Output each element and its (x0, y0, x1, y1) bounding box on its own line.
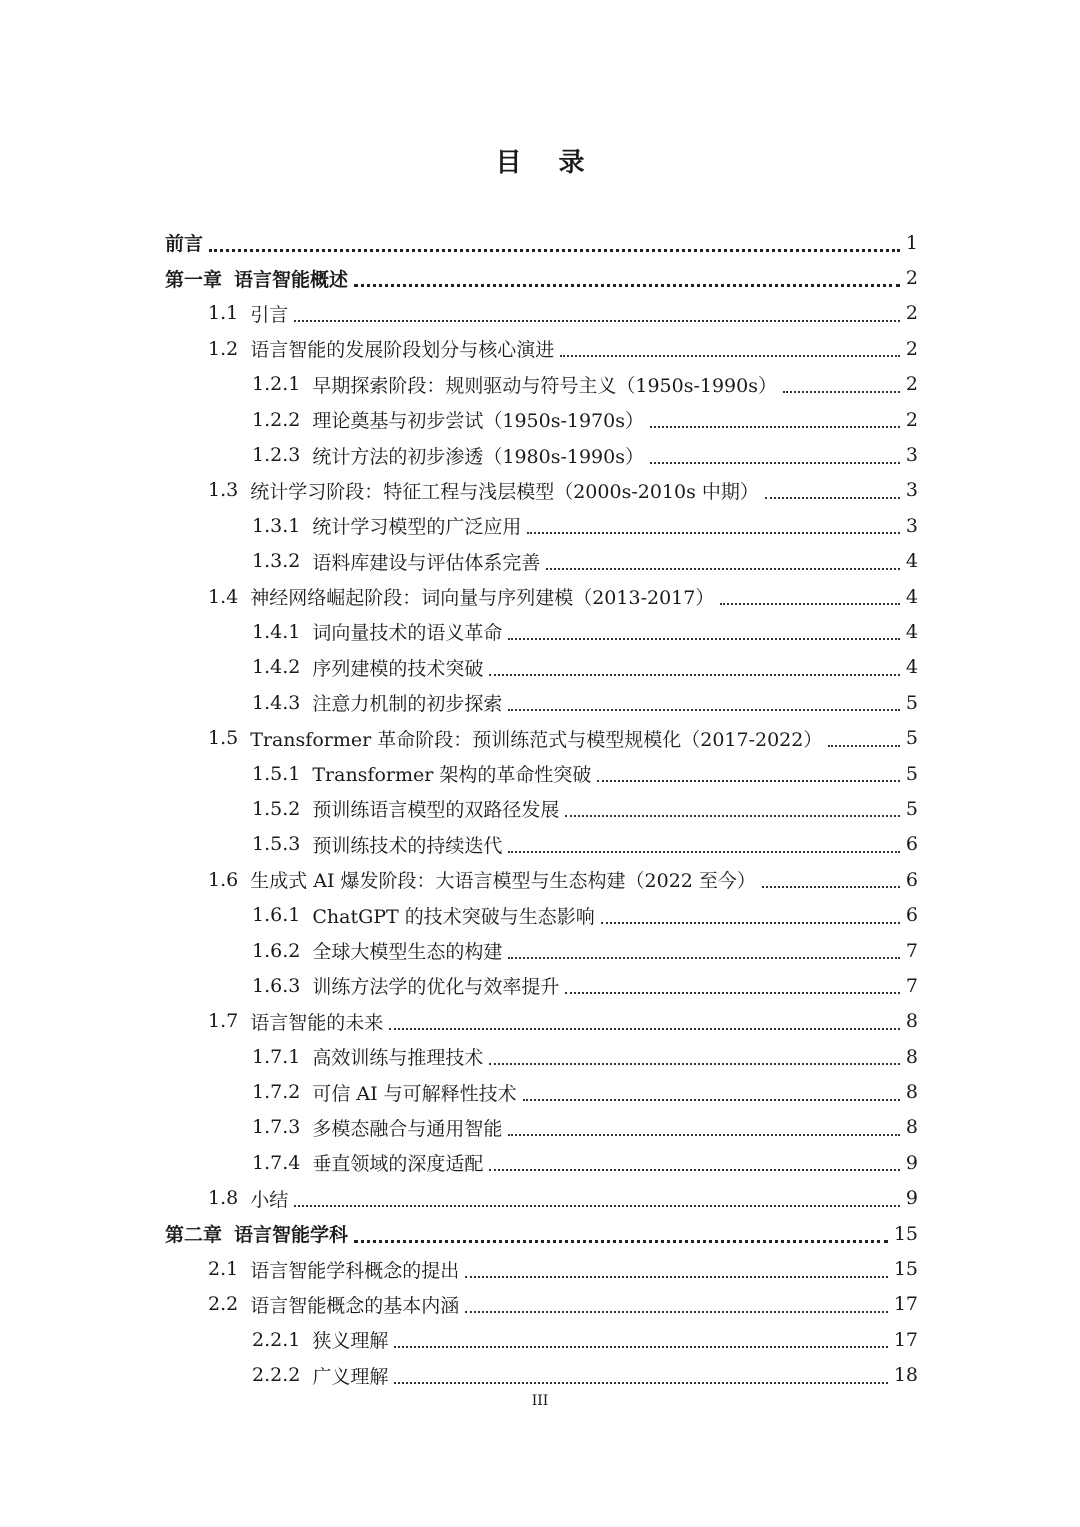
toc-entry-number: 1.5.1 (252, 762, 301, 785)
toc-dot-leader (465, 1310, 888, 1313)
toc-entry-number: 1.4.3 (252, 691, 301, 714)
toc-entry-number: 1.6.2 (252, 939, 301, 962)
toc-entry-number: 1.5 (208, 727, 239, 750)
toc-entry-page: 9 (905, 1187, 918, 1210)
toc-entry-page: 3 (905, 479, 918, 502)
toc-entry-page: 5 (905, 762, 918, 785)
toc-entry-number: 1.3.1 (252, 514, 301, 537)
toc-entry[interactable] (165, 1287, 918, 1322)
toc-dot-leader (394, 1345, 887, 1348)
toc-entry[interactable] (165, 1145, 918, 1180)
toc-entry-page: 15 (893, 1258, 918, 1281)
toc-entry[interactable] (165, 1181, 918, 1216)
toc-entry-page: 17 (893, 1293, 918, 1316)
toc-dot-leader (597, 779, 900, 782)
toc-dot-leader (828, 744, 900, 747)
toc-entry-number: 1.2.3 (252, 444, 301, 467)
toc-entry-page: 18 (893, 1364, 918, 1387)
toc-dot-leader (489, 1168, 900, 1171)
toc-entry-page: 2 (905, 267, 918, 290)
toc-entry-title: 引言 (250, 303, 289, 326)
toc-entry[interactable] (165, 933, 918, 968)
toc-dot-leader (489, 1062, 900, 1065)
toc-entry-title: 语言智能概述 (234, 268, 349, 291)
toc-entry-number: 1.7.4 (252, 1151, 301, 1174)
toc-dot-leader (508, 637, 900, 640)
toc-dot-leader (389, 1027, 900, 1030)
toc-entry[interactable] (165, 1074, 918, 1109)
toc-entry-page: 1 (905, 231, 918, 254)
toc-dot-leader (489, 673, 900, 676)
toc-dot-leader (527, 531, 900, 534)
toc-entry[interactable] (165, 1322, 918, 1357)
toc-entry-number: 1.7 (208, 1010, 239, 1033)
toc-entry-title: 语言智能的未来 (250, 1011, 384, 1034)
toc-dot-leader (294, 1204, 900, 1207)
toc-entry-title: 垂直领域的深度适配 (312, 1153, 484, 1176)
toc-entry-title: 统计学习模型的广泛应用 (312, 516, 522, 539)
toc-entry-page: 4 (905, 550, 918, 573)
toc-entry-title: Transformer 架构的革命性突破 (312, 764, 592, 787)
toc-entry-page: 6 (905, 868, 918, 891)
toc-entry-page: 15 (893, 1222, 918, 1245)
toc-entry[interactable] (165, 1110, 918, 1145)
toc-entry-title: 早期探索阶段：规则驱动与符号主义（1950s-1990s） (312, 374, 777, 397)
toc-entry-page: 4 (905, 656, 918, 679)
toc-dot-leader (465, 1275, 888, 1278)
toc-dot-leader (565, 814, 900, 817)
toc-entry-number: 1.4.1 (252, 620, 301, 643)
toc-dot-leader (650, 461, 900, 464)
toc-entry[interactable] (165, 437, 918, 472)
toc-entry-number: 1.1 (208, 302, 239, 325)
toc-dot-leader (565, 991, 900, 994)
toc-entry-number: 第二章 (165, 1224, 223, 1247)
toc-entry-number: 1.2.2 (252, 408, 301, 431)
toc-entry-number: 1.3 (208, 479, 239, 502)
toc-entry-page: 2 (905, 337, 918, 360)
toc-entry-page: 4 (905, 585, 918, 608)
toc-dot-leader (508, 850, 900, 853)
toc-entry-title: Transformer 革命阶段：预训练范式与模型规模化（2017-2022） (250, 728, 823, 751)
toc-dot-leader (762, 885, 900, 888)
toc-entry-page: 5 (905, 691, 918, 714)
toc-entry[interactable] (165, 579, 918, 614)
page-title: 目 录 (495, 148, 599, 178)
toc-dot-leader (354, 1239, 888, 1243)
toc-entry-page: 17 (893, 1328, 918, 1351)
toc-entry-title: 语言智能概念的基本内涵 (250, 1294, 460, 1317)
toc-dot-leader (508, 708, 900, 711)
toc-entry-number: 1.5.3 (252, 833, 301, 856)
toc-dot-leader (508, 1133, 900, 1136)
toc-dot-leader (354, 283, 900, 287)
toc-entry[interactable] (165, 862, 918, 897)
toc-entry[interactable] (165, 1039, 918, 1074)
toc-entry-title: 狭义理解 (312, 1330, 389, 1353)
toc-entry[interactable] (165, 225, 918, 260)
toc-entry[interactable] (165, 1358, 918, 1393)
toc-dot-leader (783, 390, 900, 393)
toc-entry-title: 语料库建设与评估体系完善 (312, 551, 541, 574)
toc-entry-title: 预训练语言模型的双路径发展 (312, 799, 560, 822)
toc-dot-leader (601, 921, 900, 924)
toc-dot-leader (765, 496, 900, 499)
toc-dot-leader (523, 1098, 900, 1101)
toc-entry-number: 2.2.1 (252, 1328, 301, 1351)
toc-entry-title: 小结 (250, 1188, 289, 1211)
toc-entry-page: 7 (905, 974, 918, 997)
toc-entry-page: 3 (905, 514, 918, 537)
toc-entry-page: 9 (905, 1151, 918, 1174)
toc-entry-number: 1.2 (208, 337, 239, 360)
toc-entry[interactable] (165, 508, 918, 543)
toc-entry-title: 语言智能学科 (234, 1224, 349, 1247)
toc-entry[interactable] (165, 897, 918, 932)
toc-entry-title: 生成式 AI 爆发阶段：大语言模型与生态构建（2022 至今） (250, 870, 756, 893)
toc-entry-title: 神经网络崛起阶段：词向量与序列建模（2013-2017） (250, 587, 715, 610)
toc-entry[interactable] (165, 650, 918, 685)
toc-entry-page: 2 (905, 302, 918, 325)
toc-dot-leader (508, 956, 900, 959)
toc-entry[interactable] (165, 827, 918, 862)
toc-entry-title: 统计学习阶段：特征工程与浅层模型（2000s-2010s 中期） (250, 480, 759, 503)
toc-entry-title: 前言 (165, 233, 204, 256)
table-of-contents (165, 225, 918, 1393)
toc-entry-page: 8 (905, 1081, 918, 1104)
toc-entry-page: 4 (905, 620, 918, 643)
toc-entry[interactable] (165, 331, 918, 366)
toc-dot-leader (720, 602, 900, 605)
toc-entry-number: 1.6 (208, 868, 239, 891)
toc-entry-page: 2 (905, 408, 918, 431)
toc-dot-leader (560, 354, 900, 357)
toc-entry[interactable] (165, 720, 918, 755)
toc-entry[interactable] (165, 367, 918, 402)
toc-dot-leader (650, 425, 900, 428)
toc-entry-number: 1.6.3 (252, 974, 301, 997)
toc-entry-number: 2.2.2 (252, 1364, 301, 1387)
toc-dot-leader (209, 248, 900, 252)
toc-entry-title: ChatGPT 的技术突破与生态影响 (312, 905, 595, 928)
toc-entry[interactable] (165, 685, 918, 720)
toc-entry-page: 5 (905, 727, 918, 750)
toc-entry-number: 1.7.2 (252, 1081, 301, 1104)
toc-entry-title: 序列建模的技术突破 (312, 657, 484, 680)
toc-entry-title: 广义理解 (312, 1365, 389, 1388)
toc-entry-page: 8 (905, 1045, 918, 1068)
toc-entry-page: 3 (905, 444, 918, 467)
toc-entry-page: 8 (905, 1010, 918, 1033)
toc-entry-title: 理论奠基与初步尝试（1950s-1970s） (312, 410, 644, 433)
toc-entry-title: 词向量技术的语义革命 (312, 622, 503, 645)
toc-entry-title: 预训练技术的持续迭代 (312, 834, 503, 857)
toc-dot-leader (294, 319, 900, 322)
toc-dot-leader (546, 567, 900, 570)
toc-entry-page: 8 (905, 1116, 918, 1139)
toc-entry-number: 1.3.2 (252, 550, 301, 573)
toc-entry-number: 1.7.3 (252, 1116, 301, 1139)
toc-entry[interactable] (165, 544, 918, 579)
toc-entry-number: 1.6.1 (252, 904, 301, 927)
toc-entry-page: 6 (905, 904, 918, 927)
toc-entry-number: 1.5.2 (252, 797, 301, 820)
toc-entry-number: 1.2.1 (252, 373, 301, 396)
toc-entry-page: 5 (905, 797, 918, 820)
toc-entry[interactable] (165, 968, 918, 1003)
toc-entry-number: 1.4 (208, 585, 239, 608)
toc-entry[interactable] (165, 473, 918, 508)
toc-entry-title: 训练方法学的优化与效率提升 (312, 976, 560, 999)
toc-entry-number: 1.8 (208, 1187, 239, 1210)
toc-entry-number: 2.2 (208, 1293, 239, 1316)
toc-entry[interactable] (165, 260, 918, 295)
toc-entry[interactable] (165, 1004, 918, 1039)
toc-entry[interactable] (165, 791, 918, 826)
toc-entry-title: 语言智能学科概念的提出 (250, 1259, 460, 1282)
toc-entry-number: 2.1 (208, 1258, 239, 1281)
toc-entry-number: 1.7.1 (252, 1045, 301, 1068)
toc-entry-title: 高效训练与推理技术 (312, 1047, 484, 1070)
toc-entry[interactable] (165, 756, 918, 791)
toc-entry-title: 统计方法的初步渗透（1980s-1990s） (312, 445, 644, 468)
toc-entry-page: 6 (905, 833, 918, 856)
toc-entry[interactable] (165, 402, 918, 437)
toc-entry[interactable] (165, 614, 918, 649)
toc-entry-number: 1.4.2 (252, 656, 301, 679)
toc-entry[interactable] (165, 1216, 918, 1251)
toc-entry-page: 7 (905, 939, 918, 962)
toc-entry-title: 可信 AI 与可解释性技术 (312, 1082, 517, 1105)
toc-entry[interactable] (165, 296, 918, 331)
toc-entry-title: 注意力机制的初步探索 (312, 693, 503, 716)
toc-entry[interactable] (165, 1251, 918, 1286)
toc-entry-title: 多模态融合与通用智能 (312, 1117, 503, 1140)
page-number: III (531, 1393, 549, 1409)
toc-dot-leader (394, 1381, 887, 1384)
toc-entry-number: 第一章 (165, 268, 223, 291)
toc-entry-title: 全球大模型生态的构建 (312, 941, 503, 963)
toc-entry-title: 语言智能的发展阶段划分与核心演进 (250, 339, 555, 362)
toc-entry-page: 2 (905, 373, 918, 396)
